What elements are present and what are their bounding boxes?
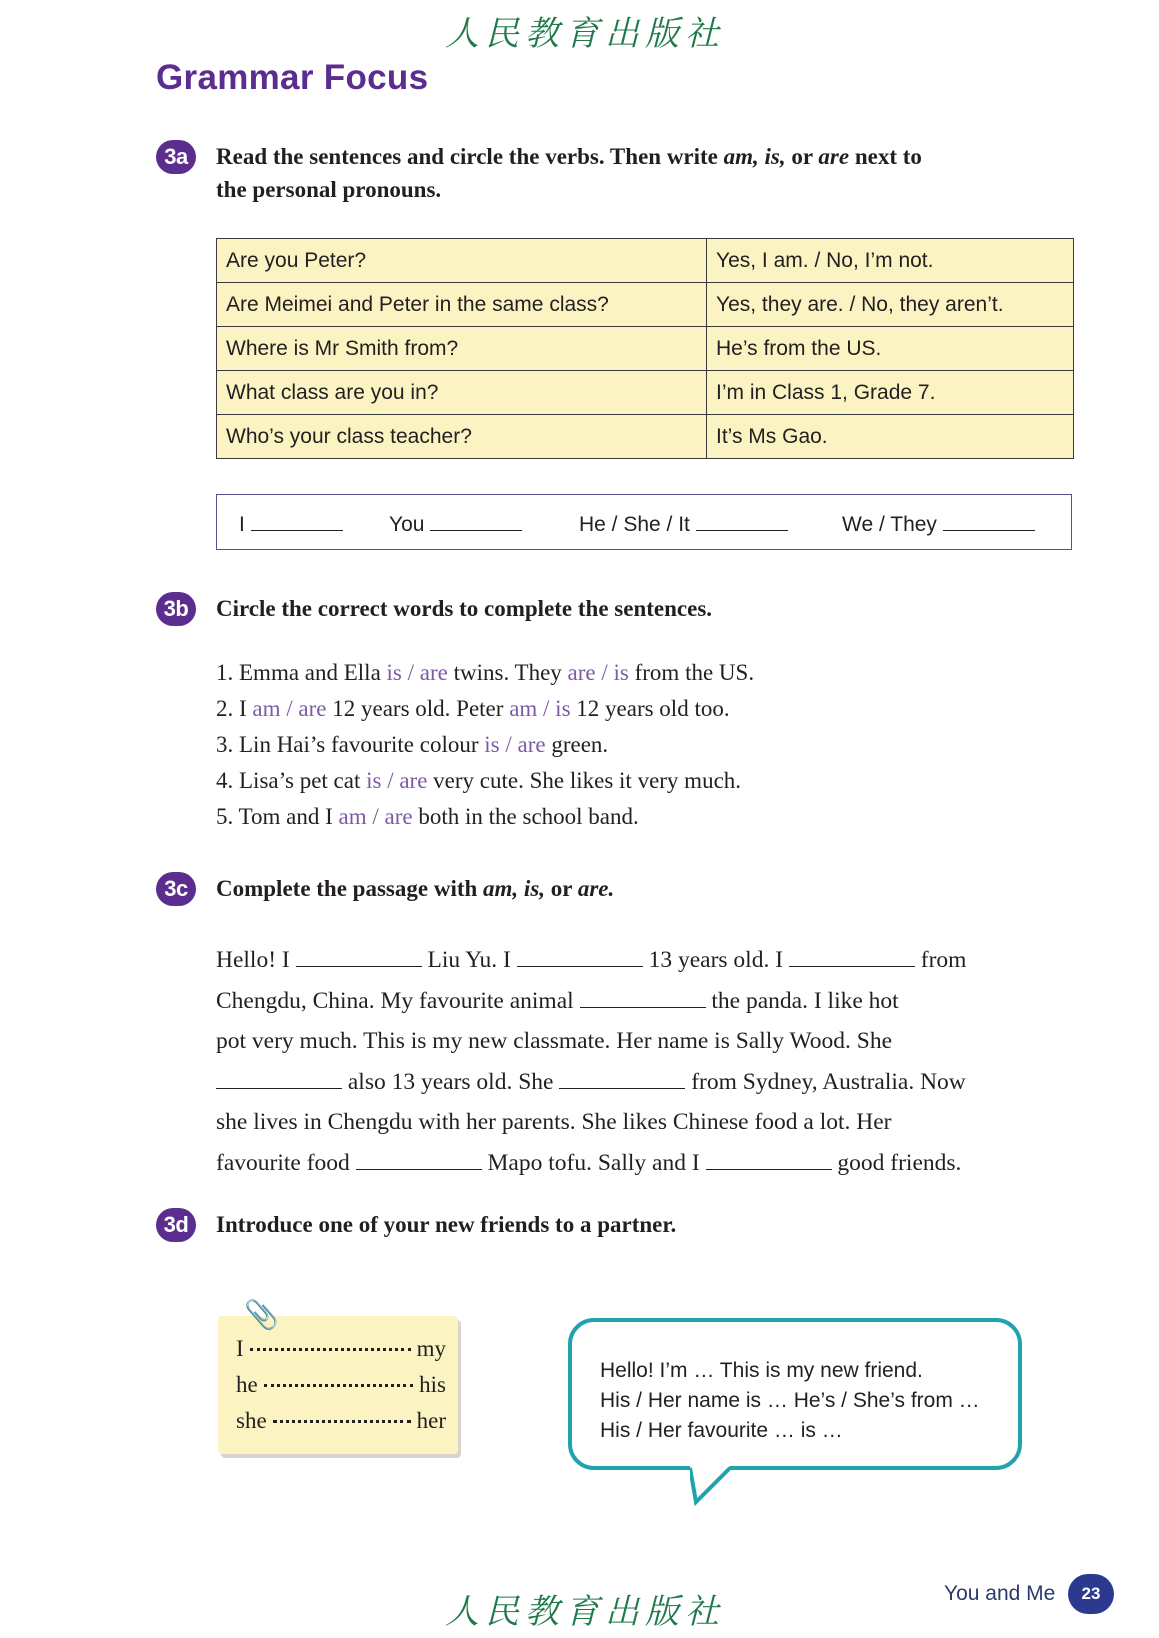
instruction-text: Read the sentences and circle the verbs. Then write bbox=[216, 144, 724, 169]
passage-text: from Sydney, Australia. Now bbox=[685, 1068, 966, 1095]
list-item bbox=[216, 691, 754, 727]
pronoun-item bbox=[239, 510, 343, 537]
section-3d-instruction: Introduce one of your new friends to a partner. bbox=[216, 1212, 677, 1237]
word-options[interactable]: is / are bbox=[484, 732, 546, 757]
sentence-text: Lin Hai’s favourite colour bbox=[233, 732, 485, 757]
sentence-list bbox=[216, 655, 754, 835]
passage bbox=[216, 940, 1116, 1183]
passage-line bbox=[216, 1062, 1116, 1103]
sentence-text: Tom and I bbox=[233, 804, 339, 829]
note-left: I bbox=[236, 1336, 244, 1361]
note-right: her bbox=[416, 1408, 446, 1433]
paperclip-icon: 📎 bbox=[244, 1298, 279, 1331]
table-row bbox=[217, 415, 1074, 459]
pronoun-item bbox=[389, 510, 522, 537]
section-3a-instruction bbox=[216, 140, 922, 206]
passage-text: Liu Yu. I bbox=[421, 947, 517, 973]
passage-text: from bbox=[914, 947, 967, 973]
question-cell: Who’s your class teacher? bbox=[217, 415, 707, 459]
word-options[interactable]: are / is bbox=[567, 660, 629, 685]
unit-label: You and Me bbox=[944, 1582, 1056, 1605]
passage-text: Hello! I bbox=[216, 947, 296, 973]
passage-line bbox=[216, 1102, 1116, 1143]
list-item bbox=[216, 727, 754, 763]
answer-cell: Yes, I am. / No, I’m not. bbox=[707, 239, 1074, 283]
instruction-emphasis: am, is, bbox=[483, 876, 546, 901]
passage-text: favourite food bbox=[216, 1149, 356, 1176]
item-number: 3. bbox=[216, 732, 234, 757]
word-options[interactable]: is / are bbox=[366, 768, 428, 793]
word-options[interactable]: am / is bbox=[509, 696, 571, 721]
sentence-text: Lisa’s pet cat bbox=[233, 768, 367, 793]
answer-cell: It’s Ms Gao. bbox=[707, 415, 1074, 459]
answer-blank[interactable] bbox=[251, 510, 343, 531]
sentence-text: 12 years old. Peter bbox=[326, 696, 510, 721]
instruction-emphasis: are. bbox=[577, 876, 615, 901]
item-number: 2. bbox=[216, 696, 234, 721]
instruction-text: or bbox=[785, 144, 819, 169]
sentence-text: twins. They bbox=[447, 660, 568, 685]
pronoun-label: You bbox=[389, 513, 425, 536]
instruction-text: next to bbox=[849, 144, 922, 169]
pronoun-label: He / She / It bbox=[579, 513, 690, 536]
answer-cell: Yes, they are. / No, they aren’t. bbox=[707, 283, 1074, 327]
passage-blank[interactable] bbox=[356, 1147, 482, 1170]
passage-text: the panda. I like hot bbox=[705, 987, 899, 1014]
sentence-text: 12 years old too. bbox=[570, 696, 730, 721]
table-row bbox=[217, 371, 1074, 415]
speech-bubble bbox=[568, 1318, 1022, 1470]
pronoun-note-card bbox=[218, 1298, 458, 1454]
passage-blank[interactable] bbox=[580, 985, 706, 1008]
passage-blank[interactable] bbox=[706, 1147, 832, 1170]
dotted-leader bbox=[264, 1384, 413, 1387]
question-answer-table bbox=[216, 238, 1074, 459]
list-item bbox=[216, 763, 754, 799]
instruction-emphasis: am, is, bbox=[723, 144, 786, 169]
question-cell: Are you Peter? bbox=[217, 239, 707, 283]
item-number: 1. bbox=[216, 660, 234, 685]
question-cell: Are Meimei and Peter in the same class? bbox=[217, 283, 707, 327]
passage-text: Mapo tofu. Sally and I bbox=[481, 1149, 706, 1176]
passage-blank[interactable] bbox=[216, 1066, 342, 1089]
question-cell: What class are you in? bbox=[217, 371, 707, 415]
passage-text: also 13 years old. She bbox=[342, 1068, 560, 1095]
passage-text: 13 years old. I bbox=[642, 947, 789, 973]
sentence-text: from the US. bbox=[628, 660, 755, 685]
table-row bbox=[217, 239, 1074, 283]
passage-line bbox=[216, 1143, 1116, 1184]
sentence-text: Emma and Ella bbox=[233, 660, 387, 685]
note-pair bbox=[236, 1372, 446, 1398]
sentence-text: I bbox=[233, 696, 253, 721]
note-left: she bbox=[236, 1408, 267, 1433]
pronoun-label: We / They bbox=[842, 513, 937, 536]
passage-line bbox=[216, 940, 1116, 981]
answer-blank[interactable] bbox=[696, 510, 788, 531]
list-item bbox=[216, 799, 754, 835]
answer-blank[interactable] bbox=[430, 510, 522, 531]
section-3b-badge: 3b bbox=[156, 592, 196, 626]
word-options[interactable]: am / are bbox=[338, 804, 413, 829]
section-3c-badge: 3c bbox=[156, 872, 196, 906]
section-3d-badge: 3d bbox=[156, 1208, 196, 1242]
note-pair bbox=[236, 1408, 446, 1434]
instruction-emphasis: are bbox=[818, 144, 850, 169]
note-right: my bbox=[416, 1336, 446, 1361]
bubble-line: His / Her favourite … is … bbox=[600, 1419, 843, 1442]
section-3b-instruction: Circle the correct words to complete the sentences. bbox=[216, 596, 713, 621]
sentence-text: very cute. She likes it very much. bbox=[427, 768, 742, 793]
pronoun-item bbox=[842, 510, 1035, 537]
instruction-text: or bbox=[545, 876, 578, 901]
item-number: 5. bbox=[216, 804, 234, 829]
sentence-text: both in the school band. bbox=[412, 804, 639, 829]
table-row bbox=[217, 327, 1074, 371]
passage-text: Chengdu, China. My favourite animal bbox=[216, 987, 580, 1014]
passage-line bbox=[216, 981, 1116, 1022]
publisher-watermark-bottom: 人民教育出版社 bbox=[445, 1592, 725, 1632]
note-pair bbox=[236, 1336, 446, 1362]
sentence-text: green. bbox=[545, 732, 609, 757]
dotted-leader bbox=[250, 1348, 411, 1351]
pronoun-box bbox=[216, 494, 1072, 550]
list-item bbox=[216, 655, 754, 691]
bubble-line: Hello! I’m … This is my new friend. bbox=[600, 1359, 923, 1382]
speech-bubble-tail bbox=[690, 1466, 734, 1506]
passage-blank[interactable] bbox=[789, 944, 915, 967]
word-options[interactable]: am / are bbox=[252, 696, 327, 721]
section-3c-instruction bbox=[216, 872, 614, 905]
dotted-leader bbox=[273, 1420, 411, 1423]
note-left: he bbox=[236, 1372, 258, 1397]
answer-blank[interactable] bbox=[943, 510, 1035, 531]
bubble-line: His / Her name is … He’s / She’s from … bbox=[600, 1389, 980, 1412]
passage-text: good friends. bbox=[831, 1149, 962, 1176]
word-options[interactable]: is / are bbox=[386, 660, 448, 685]
section-3a-badge: 3a bbox=[156, 140, 196, 174]
pronoun-label: I bbox=[239, 513, 245, 536]
page-number-badge: 23 bbox=[1068, 1574, 1114, 1614]
instruction-text: Complete the passage with bbox=[216, 876, 484, 901]
passage-text: pot very much. This is my new classmate. Her name is Sally Wood. She bbox=[216, 1028, 893, 1054]
instruction-text: the personal pronouns. bbox=[216, 177, 442, 202]
passage-blank[interactable] bbox=[559, 1066, 685, 1089]
answer-cell: He’s from the US. bbox=[707, 327, 1074, 371]
question-cell: Where is Mr Smith from? bbox=[217, 327, 707, 371]
passage-blank[interactable] bbox=[517, 944, 643, 967]
answer-cell: I’m in Class 1, Grade 7. bbox=[707, 371, 1074, 415]
pronoun-item bbox=[579, 510, 788, 537]
note-right: his bbox=[419, 1372, 446, 1397]
publisher-watermark-top: 人民教育出版社 bbox=[445, 14, 725, 54]
item-number: 4. bbox=[216, 768, 234, 793]
table-row bbox=[217, 283, 1074, 327]
passage-line bbox=[216, 1021, 1116, 1062]
passage-blank[interactable] bbox=[296, 944, 422, 967]
page-title: Grammar Focus bbox=[156, 58, 429, 97]
passage-text: she lives in Chengdu with her parents. She likes Chinese food a lot. Her bbox=[216, 1109, 892, 1135]
